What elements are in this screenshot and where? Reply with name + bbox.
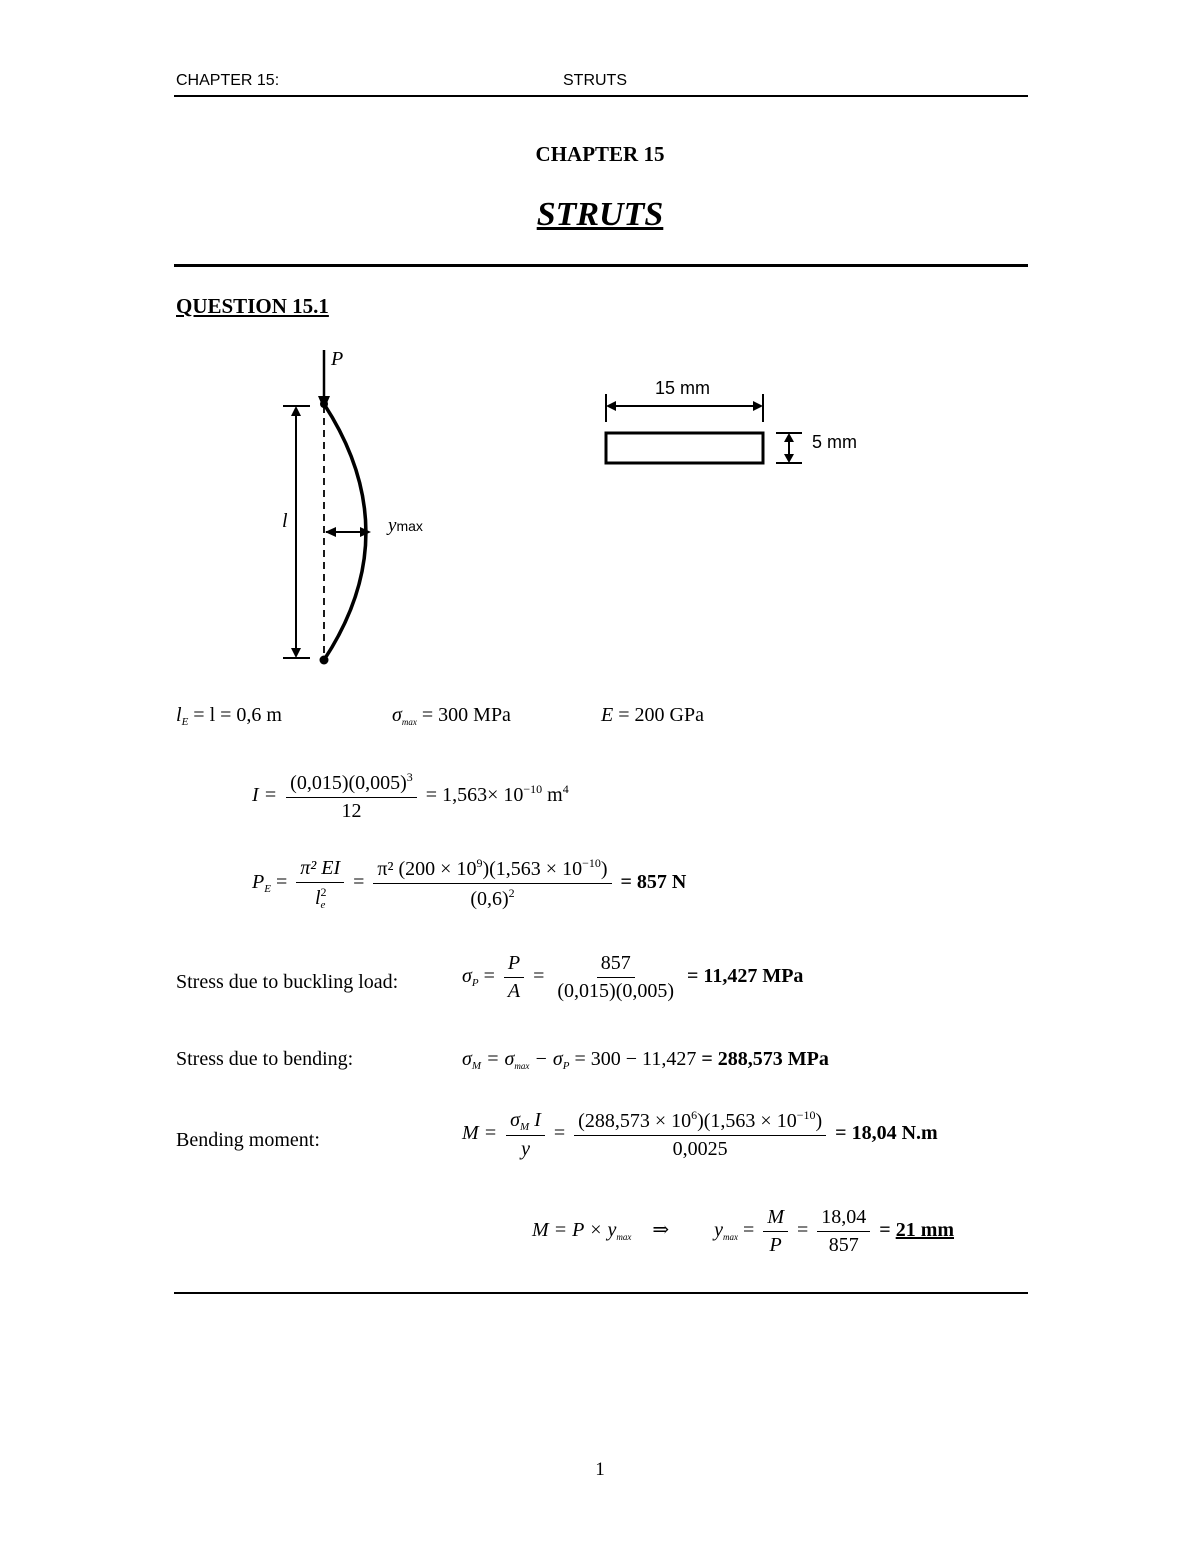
section-rectangle (606, 433, 763, 463)
final-lhs: y (714, 1219, 724, 1242)
step-moment-result: = 18,04 N.m (835, 1122, 938, 1145)
deflection-label-y: y (388, 515, 397, 536)
final-denominator-2: 857 (828, 1234, 859, 1256)
length-dim-arrow-bottom (291, 648, 301, 658)
deflection-label-sub: max (396, 518, 423, 534)
inertia-lhs: I = (252, 784, 278, 807)
step-moment-lhs: M = (462, 1122, 498, 1145)
step-buckling-numerator-2: 857 (597, 952, 635, 978)
step-moment-numerator-2c: ) (815, 1110, 823, 1132)
euler-denominator-1-sub: e (320, 898, 326, 911)
euler-denominator-2: (0,6) (470, 888, 509, 910)
final-numerator-1: M (763, 1206, 788, 1232)
euler-numerator-2b-exp: −10 (582, 856, 601, 870)
step-moment-equation: M = $\frac{\sigma_M I}{y}$ = $\frac{(288,573 \times 10^6)(1,563 \times 10^{-10})}{0,0025}$ = 18,04 N.m (462, 1108, 938, 1160)
step-buckling-lhs: σ (462, 965, 472, 988)
given-effective-length-value: = l = 0,6 m (193, 704, 282, 726)
length-label: l (282, 510, 288, 532)
inertia-result: = 1,563× 10 (425, 784, 524, 807)
step-buckling-result: = 11,427 MPa (687, 965, 804, 988)
thickness-arrow-bottom (784, 454, 794, 463)
inertia-numerator-exp: 3 (406, 770, 413, 784)
euler-denominator-1-sup: 2 (320, 884, 327, 899)
euler-numerator-2b: )(1,563 × 10 (482, 858, 583, 880)
given-effective-length: $l_E = l = 0,6$ m (176, 704, 282, 728)
running-header-center: STRUTS (563, 72, 627, 89)
euler-denominator-2-exp: 2 (508, 886, 515, 900)
step-bending-stress-mid-2: − σ (529, 1048, 563, 1070)
title-rule (174, 264, 1028, 267)
width-dim-arrow-right (753, 401, 763, 411)
step-bending-stress-tail: = 300 − 11,427 (569, 1048, 697, 1070)
given-max-stress: $\sigma_{max} = 300$ MPa (392, 704, 511, 727)
step-moment-numerator-1-sub: M (520, 1120, 530, 1133)
inertia-equation (252, 770, 569, 823)
step-moment-denominator-1: y (521, 1137, 530, 1160)
final-moment-relation: M = P × y (532, 1219, 617, 1242)
step-bending-stress-equation (462, 1048, 829, 1072)
chapter-title: STRUTS (536, 196, 664, 233)
thickness-arrow-top (784, 433, 794, 442)
load-label: P (331, 348, 344, 370)
step-moment-numerator-2a: (288,573 × 10 (578, 1110, 692, 1132)
final-result: 21 mm (895, 1219, 955, 1242)
cross-section-diagram (598, 390, 818, 470)
step-bending-stress-sub-max: max (514, 1061, 530, 1071)
step-bending-stress-sigma: σ (462, 1048, 472, 1070)
final-moment-relation-sub: max (616, 1232, 632, 1243)
step-moment-label: Bending moment: (176, 1129, 320, 1151)
header-rule (174, 95, 1028, 97)
step-moment-numerator-1: σ (510, 1108, 521, 1131)
euler-lhs-sub: E (264, 883, 271, 896)
thickness-label: 5 mm (812, 432, 857, 452)
euler-equation: $P_E$ = $\frac{\text{π² EI}}{l^2_e}$ = $\frac{\pi^2 (200 \times 10^9)(1,563 \times 10^{-10})}{(0,6)^2}$ = 857 N (252, 856, 687, 911)
length-dim-arrow-top (291, 406, 301, 416)
euler-numerator-1: π² EI (296, 857, 344, 883)
step-bending-stress-result: = 288,573 MPa (701, 1048, 829, 1070)
step-bending-stress-mid-1: = σ (481, 1048, 515, 1070)
step-bending-stress-sub-p: P (562, 1060, 570, 1072)
inertia-numerator: (0,015)(0,005) (290, 772, 407, 794)
inertia-unit: m (547, 784, 563, 807)
euler-result: = 857 N (620, 871, 687, 894)
euler-numerator-2a: π² (200 × 10 (377, 858, 477, 880)
inertia-denominator: 12 (341, 800, 362, 822)
step-buckling-equation: $\sigma_P$ = $\frac{P}{A}$ = $\frac{857}{(0,015)(0,005)}$ = 11,427 MPa (462, 952, 804, 1002)
final-lhs-sub: max (723, 1232, 739, 1243)
inertia-unit-exp: 4 (562, 782, 569, 797)
chapter-number: CHAPTER 15 (535, 142, 665, 166)
euler-denominator-1: l (314, 886, 321, 909)
step-buckling-denominator-2: (0,015)(0,005) (557, 980, 675, 1002)
euler-numerator-2a-exp: 9 (476, 856, 483, 870)
euler-numerator-2c: ) (600, 858, 608, 880)
width-label: 15 mm (655, 378, 711, 398)
step-moment-numerator-1-tail: I (529, 1108, 541, 1131)
final-equation: $M = P \times y_{max}$ ⇒ $y_{max}$ = $\frac{M}{P}$ = $\frac{18,04}{857}$ = 21 mm (532, 1206, 955, 1256)
deflection-label (388, 515, 423, 537)
final-implies-arrow: ⇒ (652, 1219, 670, 1242)
final-numerator-2: 18,04 (817, 1206, 870, 1232)
step-buckling-lhs-sub: P (471, 977, 479, 990)
given-max-stress-value: = 300 MPa (421, 704, 511, 726)
given-modulus: E = 200 GPa (601, 704, 704, 726)
final-denominator-1: P (769, 1234, 782, 1256)
deflection-arrow-left (325, 527, 336, 537)
running-header-left: CHAPTER 15: (176, 72, 280, 89)
given-modulus-value: = 200 GPa (618, 704, 704, 726)
step-bending-stress-sub-m: M (471, 1060, 482, 1072)
final-result-prefix: = (879, 1219, 891, 1242)
step-moment-denominator-2: 0,0025 (672, 1138, 728, 1160)
step-buckling-label: Stress due to buckling load: (176, 971, 399, 993)
top-pin (320, 400, 328, 408)
strut-diagram (270, 340, 470, 675)
step-moment-numerator-2b: )(1,563 × 10 (697, 1110, 797, 1132)
inertia-result-exp: −10 (523, 782, 543, 797)
width-dim-arrow-left (606, 401, 616, 411)
step-bending-stress-label: Stress due to bending: (176, 1048, 354, 1070)
question-heading: QUESTION 15.1 (176, 294, 329, 318)
page-number: 1 (595, 1459, 605, 1480)
euler-lhs: P (252, 871, 265, 894)
step-moment-numerator-2a-exp: 6 (691, 1108, 698, 1122)
bottom-pin (320, 656, 329, 665)
section-end-rule (174, 1292, 1028, 1294)
step-buckling-numerator-1: P (504, 952, 524, 978)
step-buckling-denominator-1: A (507, 980, 521, 1002)
step-moment-numerator-2b-exp: −10 (796, 1108, 816, 1122)
